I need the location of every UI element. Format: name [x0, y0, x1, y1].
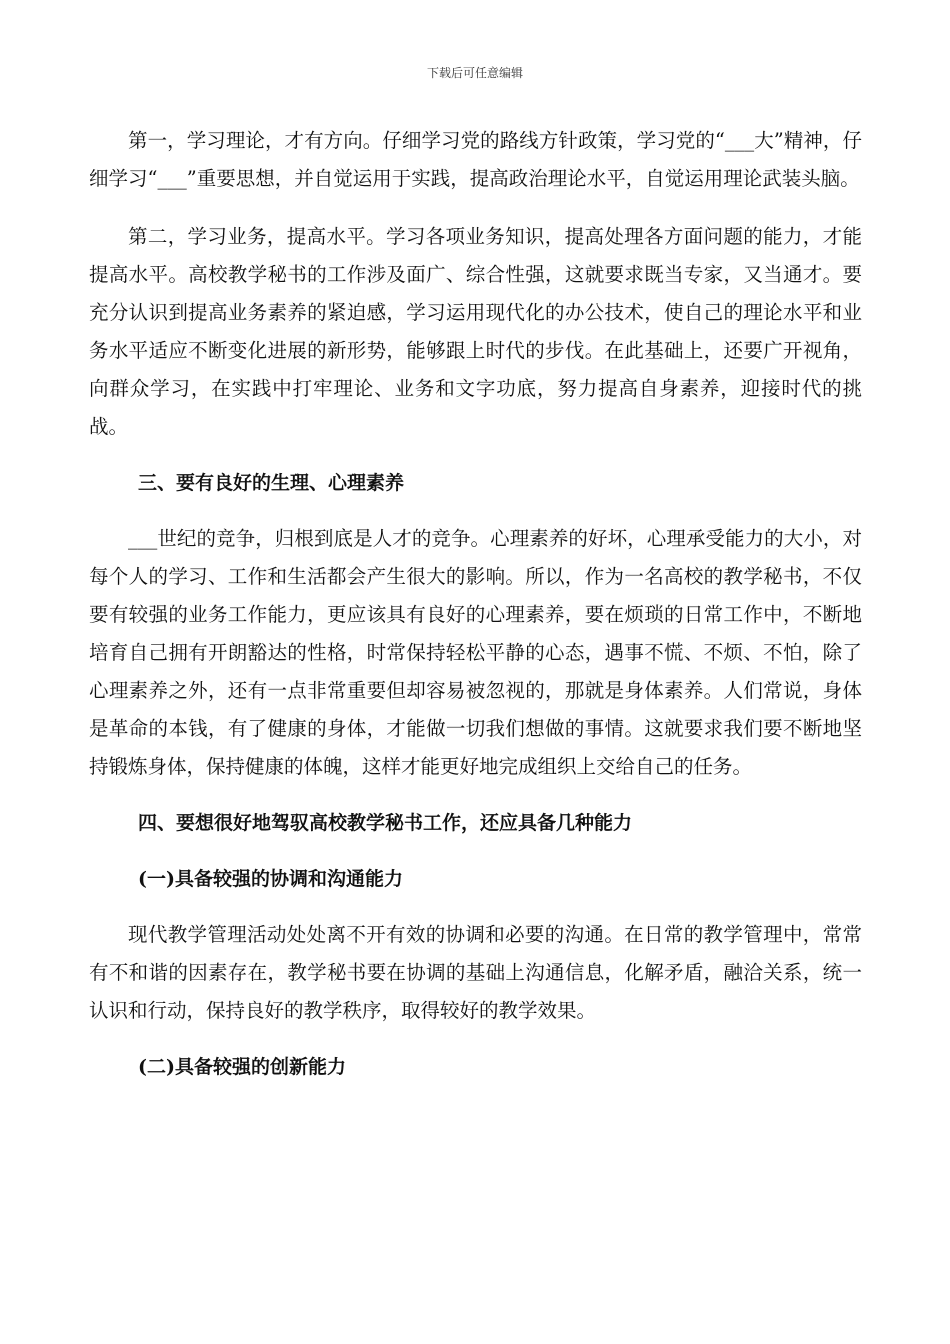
page-header: 下载后可任意编辑	[426, 66, 523, 80]
paragraph-psychology: ___世纪的竞争，归根到底是人才的竞争。心理素养的好坏，心理承受能力的大小，对每个人的学习、工作和生活都会产生很大的影响。所以，作为一名高校的教学秘书，不仅要有较强的业务工作能力，更应该具有良好的心理素养，要在烦琐的日常工作中，不断地培育自己拥有开朗豁达的性格，时常保持轻松平静的心态，遇事不慌、不烦、不怕，除了心理素养之外，还有一点非常重要但却容易被忽视的，那就是身体素养。人们常说，身体是革命的本钱，有了健康的身体，才能做一切我们想做的事情。这就要求我们要不断地坚持锻炼身体，保持健康的体魄，这样才能更好地完成组织上交给自己的任务。	[89, 527, 862, 778]
section-heading-four: 四、要想很好地驾驭高校教学秘书工作，还应具备几种能力	[138, 812, 633, 834]
paragraph-theory: 第一，学习理论，才有方向。仔细学习党的路线方针政策，学习党的“___大”精神，仔细学习“___”重要思想，并自觉运用于实践，提高政治理论水平，自觉运用理论武装头脑。	[89, 129, 862, 190]
document-body	[89, 122, 862, 1086]
subheading-innovation: (二)具备较强的创新能力	[138, 1056, 346, 1078]
paragraph-business: 第二，学习业务，提高水平。学习各项业务知识，提高处理各方面问题的能力，才能提高水平。高校教学秘书的工作涉及面广、综合性强，这就要求既当专家，又当通才。要充分认识到提高业务素养的紧迫感，学习运用现代化的办公技术，使自己的理论水平和业务水平适应不断变化进展的新形势，能够跟上时代的步伐。在此基础上，还要广开视角，向群众学习，在实践中打牢理论、业务和文字功底，努力提高自身素养，迎接时代的挑战。	[89, 225, 862, 438]
subheading-coordination: (一)具备较强的协调和沟通能力	[138, 868, 403, 890]
section-heading-three: 三、要有良好的生理、心理素养	[138, 472, 405, 494]
paragraph-coordination: 现代教学管理活动处处离不开有效的协调和必要的沟通。在日常的教学管理中，常常有不和谐的因素存在，教学秘书要在协调的基础上沟通信息，化解矛盾，融洽关系，统一认识和行动，保持良好的教学秩序，取得较好的教学效果。	[89, 923, 862, 1022]
